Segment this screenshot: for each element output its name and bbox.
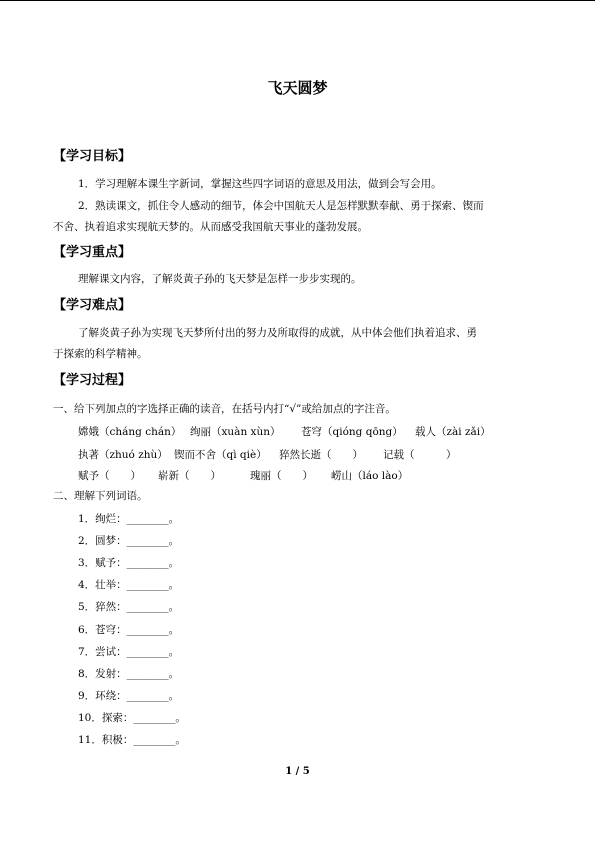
objective-line-2: 2．熟读课文，抓住令人感动的细节，体会中国航天人是怎样默默奉献、勇于探索、锲而 [78, 200, 484, 212]
page-title: 飞天圆梦 [267, 79, 328, 97]
pinyin-item: 崂山（láo lào） [331, 470, 409, 482]
section-process-heading: 【学习过程】 [53, 373, 132, 388]
vocabulary-item: 6．苍穹：________。 [78, 623, 180, 636]
section-key-points-heading: 【学习重点】 [53, 245, 132, 260]
difficulties-line-2: 于探索的科学精神。 [53, 348, 148, 360]
vocabulary-item: 8．发射：________。 [78, 667, 180, 680]
page-number: 1 / 5 [285, 766, 310, 777]
pinyin-item: 赋予（ ） [78, 470, 141, 482]
key-points-text: 理解课文内容，了解炎黄子孙的飞天梦是怎样一步步实现的。 [78, 273, 362, 285]
question-2-heading: 二、理解下列词语。 [53, 490, 148, 502]
pinyin-item: 绚丽（xuàn xùn） [190, 426, 281, 438]
pinyin-item: 瑰丽（ ） [250, 470, 313, 482]
vocabulary-item: 4．壮举：________。 [78, 579, 180, 592]
pinyin-item: 苍穹（qióng qōng） [301, 426, 403, 438]
vocabulary-item: 10．探索：________。 [78, 711, 186, 724]
vocabulary-item: 1．绚烂：________。 [78, 513, 180, 525]
pinyin-item: 猝然长逝（ ） [279, 449, 363, 461]
pinyin-item: 嫦娥（cháng chán） [78, 426, 182, 438]
pinyin-item: 载人（zài zǎi） [415, 426, 491, 438]
pinyin-row-2 [78, 447, 457, 462]
section-difficulties-heading: 【学习难点】 [53, 298, 132, 313]
objective-line-3: 不舍、执着追求实现航天梦的。从而感受我国航天事业的蓬勃发展。 [53, 221, 368, 233]
vocabulary-item: 5．猝然：________。 [78, 601, 180, 614]
difficulties-line-1: 了解炎黄子孙为实现飞天梦所付出的努力及所取得的成就，从中体会他们执着追求、勇 [78, 327, 477, 339]
vocabulary-item: 3．赋予：________。 [78, 557, 180, 570]
top-rule [0, 0, 595, 1]
section-objectives-heading: 【学习目标】 [53, 149, 132, 164]
pinyin-item: 锲而不舍（qì qiè） [174, 449, 267, 461]
vocabulary-item: 9．环绕：________。 [78, 689, 180, 702]
vocabulary-item: 7．尝试：________。 [78, 645, 180, 658]
vocabulary-item: 2．圆梦：________。 [78, 535, 180, 548]
pinyin-item: 记载（ ） [383, 449, 457, 461]
objective-line-1: 1．学习理解本课生字新词，掌握这些四字词语的意思及用法，做到会写会用。 [78, 178, 442, 190]
question-1-heading: 一、给下列加点的字选择正确的读音，在括号内打“√”或给加点的字注音。 [53, 403, 396, 415]
pinyin-row-1 [78, 424, 491, 439]
pinyin-item: 崭新（ ） [158, 470, 221, 482]
pinyin-row-3 [78, 468, 408, 483]
vocabulary-item: 11．积极：________。 [78, 734, 186, 746]
pinyin-item: 执著（zhuó zhù） [78, 449, 168, 461]
